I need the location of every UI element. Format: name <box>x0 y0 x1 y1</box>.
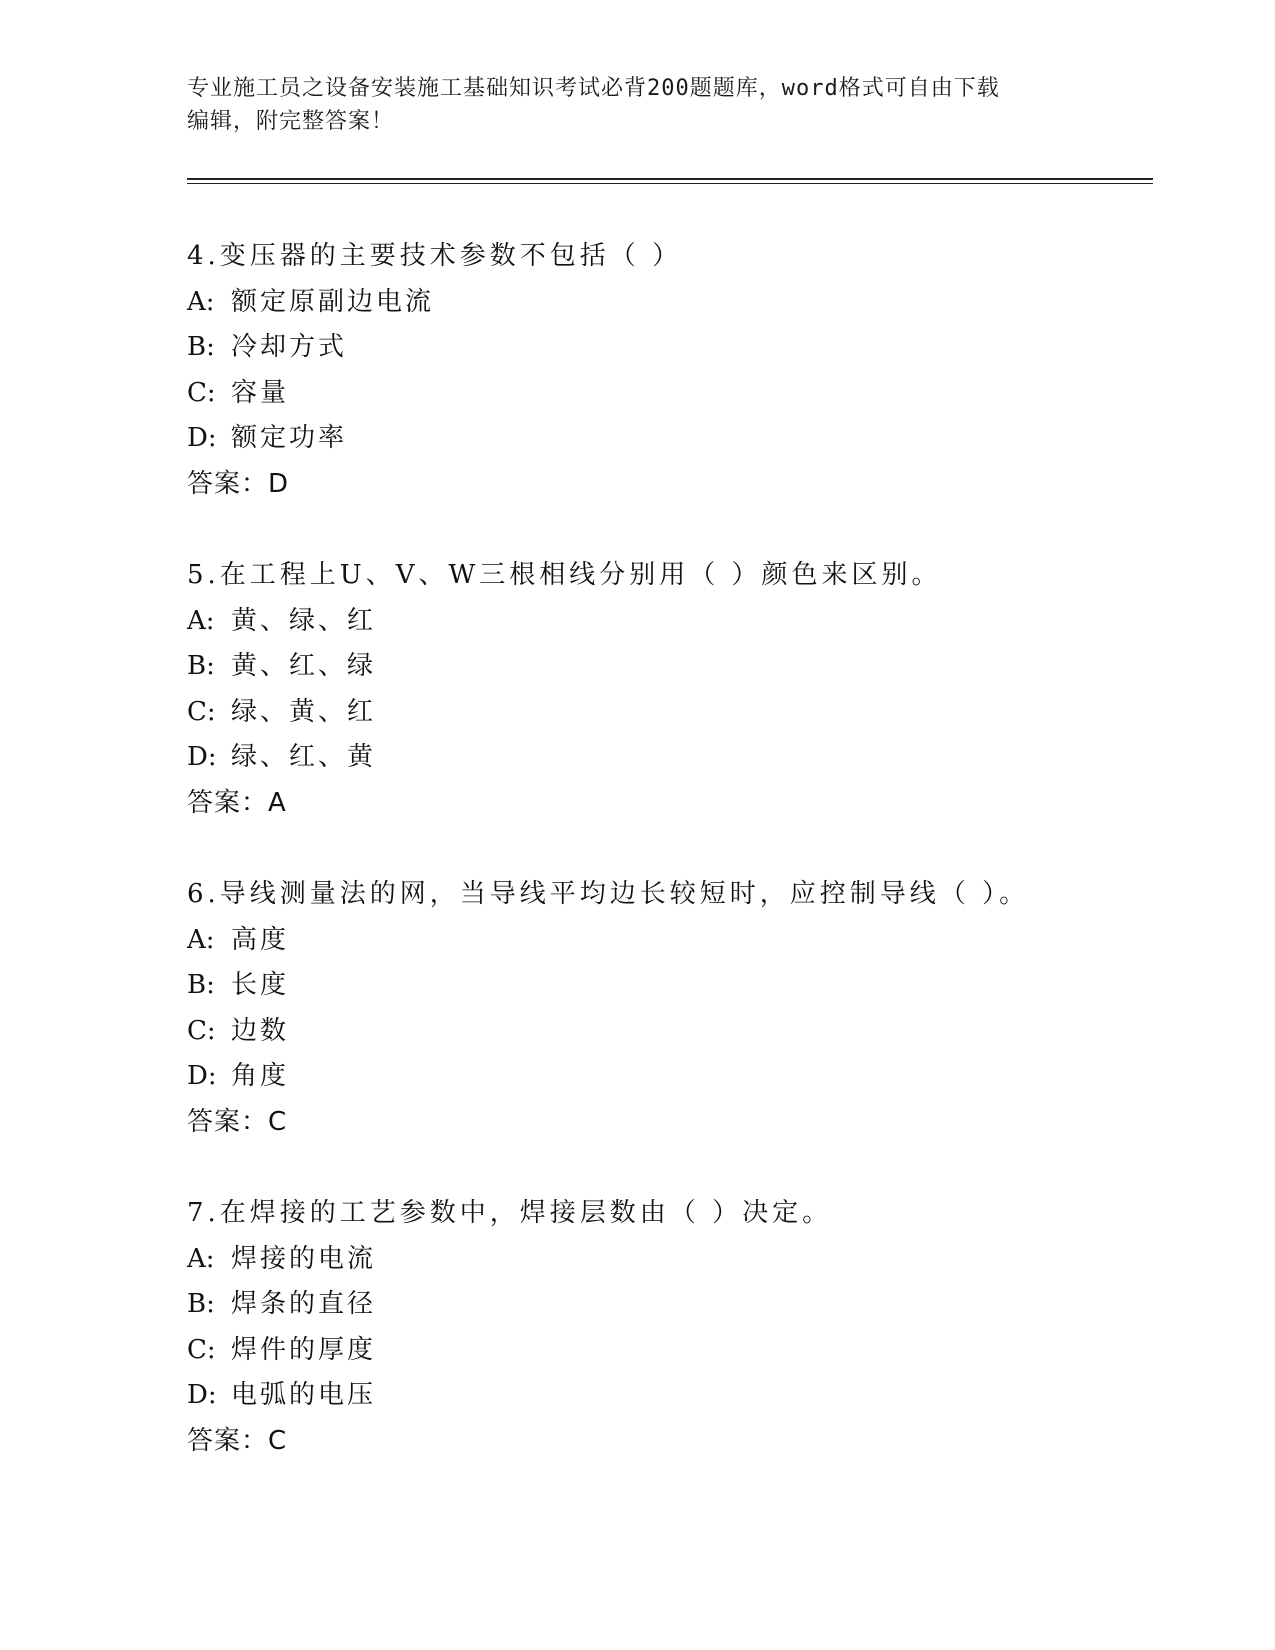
option-c <box>187 1009 1153 1055</box>
answer-line: 答案：C <box>187 1425 288 1456</box>
option-text: 绿、红、黄 <box>231 742 377 772</box>
option-d <box>187 1373 1153 1419</box>
question-stem: 5.在工程上U、V、W三根相线分别用（ ）颜色来区别。 <box>187 560 942 590</box>
option-text: 高度 <box>231 924 290 955</box>
option-text: 焊接的电流 <box>231 1243 377 1274</box>
option-text: 容量 <box>231 377 290 408</box>
answer-line: 答案：A <box>187 787 287 818</box>
header-divider-thin <box>187 183 1153 184</box>
option-text: 黄、绿、红 <box>231 605 377 636</box>
option-text: 黄、红、绿 <box>231 651 377 681</box>
option-d <box>187 1054 1153 1100</box>
question-stem: 4.变压器的主要技术参数不包括（ ） <box>187 241 683 271</box>
option-text: 长度 <box>231 970 290 1000</box>
option-b <box>187 963 1153 1009</box>
option-letter: A: <box>187 286 215 317</box>
question-6 <box>187 872 1153 1145</box>
option-letter: D: <box>187 742 217 772</box>
answer-line: 答案：D <box>187 468 290 499</box>
option-a <box>187 280 1153 326</box>
header-line-2: 编辑，附完整答案！ <box>187 109 395 134</box>
document-header <box>187 72 1067 138</box>
option-letter: D: <box>187 1380 217 1410</box>
option-letter: B: <box>187 651 215 681</box>
header-line-1: 专业施工员之设备安装施工基础知识考试必背200题题库，word格式可自由下载 <box>187 76 1000 101</box>
option-letter: C: <box>187 696 216 727</box>
option-b <box>187 644 1153 690</box>
question-7 <box>187 1191 1153 1464</box>
option-letter: B: <box>187 1289 215 1319</box>
option-text: 额定功率 <box>231 423 348 453</box>
option-text: 额定原副边电流 <box>231 286 435 317</box>
option-c <box>187 1328 1153 1374</box>
option-letter: A: <box>187 1243 215 1274</box>
option-c <box>187 690 1153 736</box>
option-letter: C: <box>187 1334 216 1365</box>
option-letter: B: <box>187 970 215 1000</box>
header-divider-thick <box>187 178 1153 180</box>
option-b <box>187 1282 1153 1328</box>
question-stem: 7.在焊接的工艺参数中，焊接层数由（ ）决定。 <box>187 1198 833 1228</box>
question-4 <box>187 234 1153 507</box>
option-text: 角度 <box>231 1061 290 1091</box>
option-a <box>187 918 1153 964</box>
option-a <box>187 599 1153 645</box>
option-letter: D: <box>187 1061 217 1091</box>
answer-line: 答案：C <box>187 1106 288 1137</box>
option-d <box>187 735 1153 781</box>
option-text: 电弧的电压 <box>231 1380 377 1410</box>
option-text: 边数 <box>231 1015 290 1046</box>
option-a <box>187 1237 1153 1283</box>
option-text: 冷却方式 <box>231 332 348 362</box>
option-letter: D: <box>187 423 217 453</box>
option-c <box>187 371 1153 417</box>
question-5 <box>187 553 1153 826</box>
option-letter: C: <box>187 1015 216 1046</box>
option-letter: B: <box>187 332 215 362</box>
option-d <box>187 416 1153 462</box>
option-text: 焊件的厚度 <box>231 1334 377 1365</box>
option-letter: A: <box>187 924 215 955</box>
question-list <box>187 234 1153 1510</box>
option-text: 焊条的直径 <box>231 1289 377 1319</box>
option-letter: C: <box>187 377 216 408</box>
question-stem: 6.导线测量法的网，当导线平均边长较短时，应控制导线（ ）。 <box>187 879 1030 909</box>
option-letter: A: <box>187 605 215 636</box>
option-text: 绿、黄、红 <box>231 696 377 727</box>
option-b <box>187 325 1153 371</box>
